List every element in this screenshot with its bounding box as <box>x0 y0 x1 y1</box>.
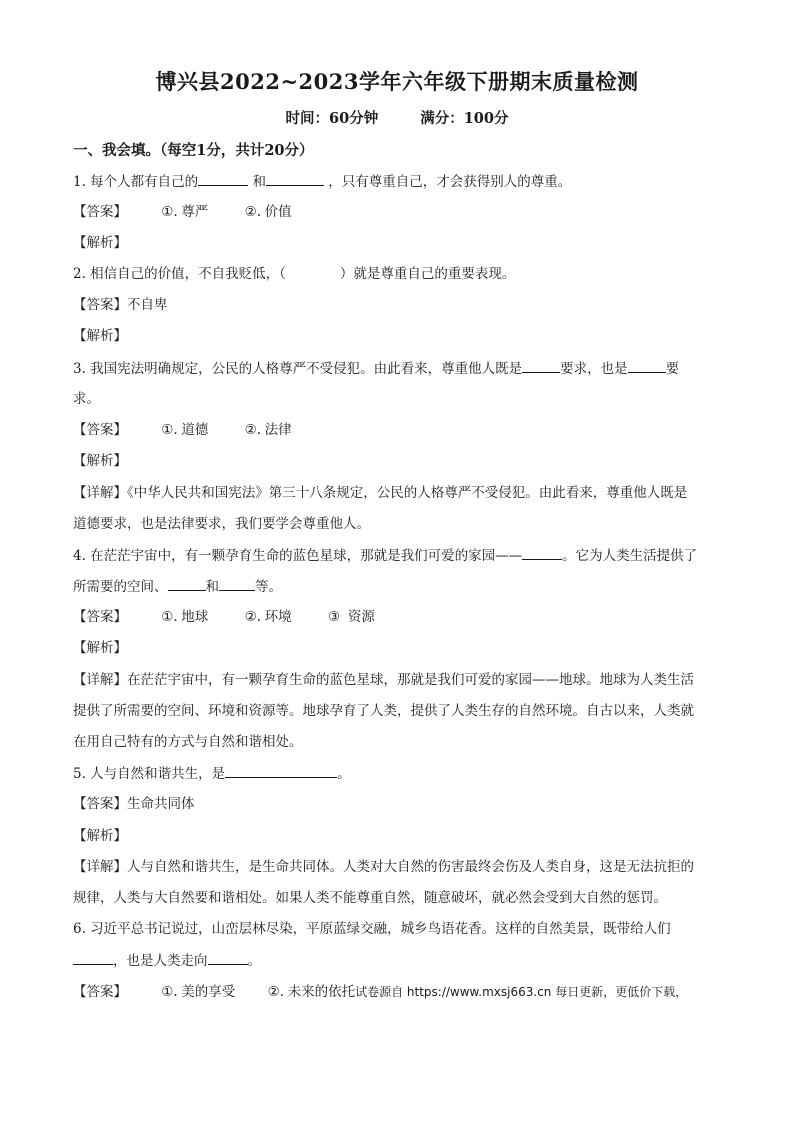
question-text: 。 <box>337 766 351 782</box>
answer-5 <box>73 794 733 814</box>
answer-3 <box>73 420 733 440</box>
answer-label: 【答案】 <box>73 297 127 313</box>
score-label: 满分：100分 <box>420 110 509 127</box>
answer-blank <box>522 358 560 373</box>
question-text: 所需要的空间、 <box>73 579 168 595</box>
question-2: 2. 相信自己的价值，不自我贬低，（ ）就是尊重自己的重要表现。 <box>73 266 516 282</box>
detail-text: 在茫茫宇宙中，有一颗孕育生命的蓝色星球，那就是我们可爱的家园——地球。地球为人类生活 <box>127 672 694 688</box>
detail-text: 人与自然和谐共生，是生命共同体。人类对大自然的伤害最终会伤及人类自身，这是无法抗拒的 <box>127 859 694 875</box>
exam-info <box>0 107 794 128</box>
detail-4-line3: 在用自己特有的方式与自然和谐相处。 <box>73 734 303 750</box>
answer-blank <box>266 171 324 186</box>
question-text: 。它为人类生活提供了 <box>562 548 698 564</box>
answer-option: ①. 美的享受 <box>161 984 236 1000</box>
answer-4 <box>73 607 733 627</box>
question-6-cont <box>73 950 733 971</box>
question-text: 要求，也是 <box>560 361 628 377</box>
answer-option: ①. 地球 <box>161 609 209 625</box>
answer-option: ②. 价值 <box>244 204 292 220</box>
answer-blank <box>208 950 248 965</box>
question-text: 。 <box>247 953 261 969</box>
answer-blank <box>198 171 248 186</box>
question-text: 要 <box>665 361 680 377</box>
answer-option: ②. 环境 <box>244 609 292 625</box>
detail-text: 《中华人民共和国宪法》第三十八条规定，公民的人格尊严不受侵犯。由此看来，尊重他人既是 <box>127 485 688 501</box>
detail-label: 【详解】 <box>73 485 127 501</box>
analysis-label: 【解析】 <box>73 828 127 844</box>
detail-5-line1 <box>73 857 733 877</box>
question-text: 1. 每个人都有自己的 <box>73 174 199 190</box>
answer-blank <box>628 358 666 373</box>
time-label: 时间：60分钟 <box>285 110 379 127</box>
answer-1 <box>73 202 733 222</box>
answer-label: 【答案】 <box>73 204 127 220</box>
answer-option: ③ 资源 <box>327 609 375 625</box>
answer-option: ②. 法律 <box>244 422 292 438</box>
detail-5-line2: 规律，人类与大自然要和谐相处。如果人类不能尊重自然，随意破坏，就必然会受到大自然的惩罚。 <box>73 890 667 906</box>
answer-label: 【答案】 <box>73 984 127 1000</box>
answer-blank <box>522 545 562 560</box>
page-title: 博兴县2022~2023学年六年级下册期末质量检测 <box>155 69 639 94</box>
question-text: ，只有尊重自己，才会获得别人的尊重。 <box>328 174 572 190</box>
answer-blank <box>73 950 113 965</box>
section-heading: 一、我会填。（每空1分，共计20分） <box>73 142 314 159</box>
detail-label: 【详解】 <box>73 672 127 688</box>
analysis-label: 【解析】 <box>73 235 127 251</box>
question-text: ，也是人类走向 <box>113 953 208 969</box>
question-text: 5. 人与自然和谐共生，是 <box>73 766 226 782</box>
detail-4-line1 <box>73 670 733 690</box>
detail-3-line1 <box>73 483 733 503</box>
answer-option: ①. 尊严 <box>161 204 209 220</box>
question-4 <box>73 545 733 566</box>
answer-text: 不自卑 <box>127 297 168 313</box>
answer-blank <box>225 763 337 778</box>
detail-3-line2: 道德要求，也是法律要求，我们要学会尊重他人。 <box>73 516 370 532</box>
source-watermark: 试卷源自 https://www.mxsj663.cn 每日更新，更低价下载， <box>355 985 688 999</box>
question-1 <box>73 171 733 192</box>
answer-label: 【答案】 <box>73 796 127 812</box>
answer-6 <box>73 982 733 1002</box>
analysis-label: 【解析】 <box>73 453 127 469</box>
question-4-cont <box>73 576 733 597</box>
question-text: 和 <box>252 174 266 190</box>
question-3-cont: 求。 <box>73 391 100 407</box>
question-text: 和 <box>205 579 219 595</box>
answer-option: ②. 未来的依托 <box>267 984 356 1000</box>
question-6: 6. 习近平总书记说过，山峦层林尽染，平原蓝绿交融，城乡鸟语花香。这样的自然美景，既带给人们 <box>73 921 671 937</box>
question-5 <box>73 763 733 784</box>
question-text: 等。 <box>255 579 282 595</box>
analysis-label: 【解析】 <box>73 328 127 344</box>
question-3 <box>73 358 733 379</box>
answer-option: ①. 道德 <box>161 422 209 438</box>
answer-2 <box>73 295 733 315</box>
answer-text: 生命共同体 <box>127 796 195 812</box>
analysis-label: 【解析】 <box>73 640 127 656</box>
answer-label: 【答案】 <box>73 422 127 438</box>
answer-blank <box>219 576 255 591</box>
answer-blank <box>168 576 206 591</box>
detail-4-line2: 提供了所需要的空间、环境和资源等。地球孕育了人类，提供了人类生存的自然环境。自古以来，人类就 <box>73 703 694 719</box>
question-text: 3. 我国宪法明确规定，公民的人格尊严不受侵犯。由此看来，尊重他人既是 <box>73 361 523 377</box>
answer-label: 【答案】 <box>73 609 127 625</box>
question-text: 4. 在茫茫宇宙中，有一颗孕育生命的蓝色星球，那就是我们可爱的家园—— <box>73 548 523 564</box>
detail-label: 【详解】 <box>73 859 127 875</box>
